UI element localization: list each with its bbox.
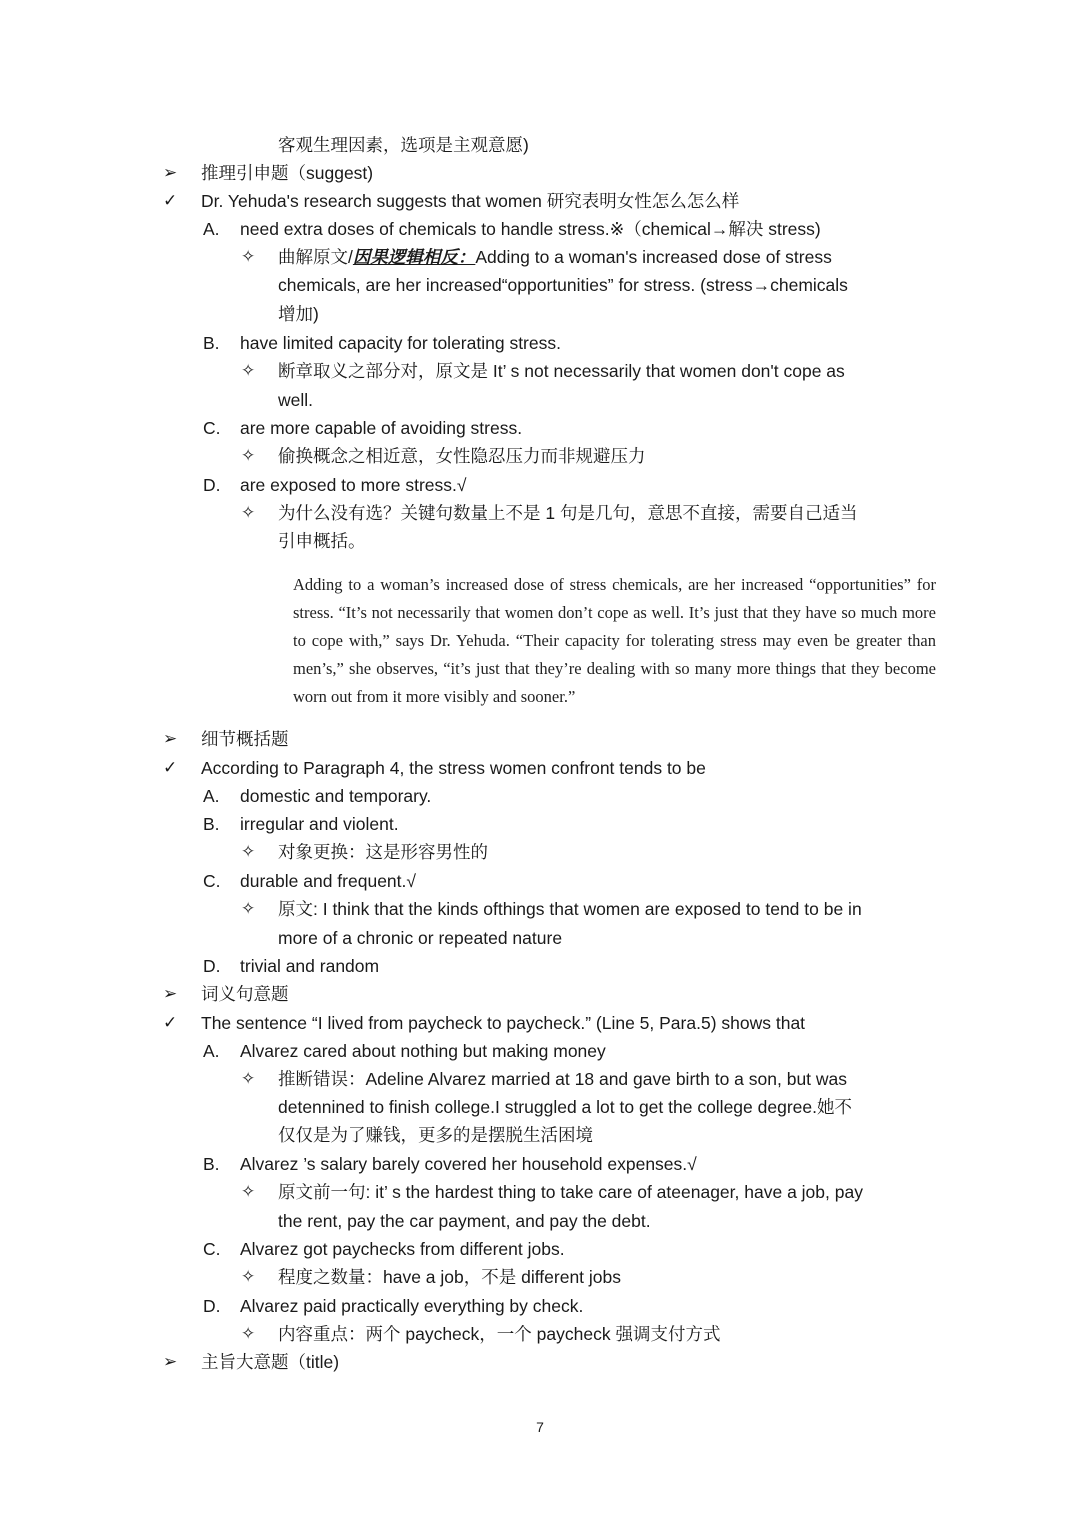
arrow-bullet-icon: ➢ xyxy=(163,163,178,182)
option-text: need extra doses of chemicals to handle stress.※（chemical→解决 stress) xyxy=(240,219,821,239)
option-letter: B. xyxy=(203,1154,220,1174)
option-text: domestic and temporary. xyxy=(240,786,432,806)
page-number: 7 xyxy=(536,1419,544,1435)
question-text: Dr. Yehuda's research suggests that women 研究表明女性怎么怎么样 xyxy=(201,191,740,211)
option-note xyxy=(278,243,832,271)
continuation-line: 客观生理因素，选项是主观意愿) xyxy=(278,135,529,155)
diamond-bullet-icon: ✧ xyxy=(241,1324,256,1343)
check-bullet-icon: ✓ xyxy=(163,758,178,777)
option-note: 为什么没有选？关键句数量上不是 1 句是几句，意思不直接，需要自己适当 xyxy=(278,503,858,523)
section-heading: 词义句意题 xyxy=(201,984,289,1004)
option-note: 原文前一句: it’ s the hardest thing to take care of ateenager, have a job, pay xyxy=(278,1182,863,1202)
option-note: 对象更换：这是形容男性的 xyxy=(278,842,488,862)
option-text: are more capable of avoiding stress. xyxy=(240,418,523,438)
option-letter: A. xyxy=(203,1041,220,1061)
note-emphasis: 因果逻辑相反： xyxy=(352,247,476,267)
option-letter: B. xyxy=(203,814,220,834)
option-letter: B. xyxy=(203,333,220,353)
option-text: Alvarez got paychecks from different jobs. xyxy=(240,1239,565,1259)
diamond-bullet-icon: ✧ xyxy=(241,899,256,918)
option-text: Alvarez cared about nothing but making money xyxy=(240,1041,606,1061)
option-letter: C. xyxy=(203,871,221,891)
diamond-bullet-icon: ✧ xyxy=(241,842,256,861)
arrow-bullet-icon: ➢ xyxy=(163,729,178,748)
check-bullet-icon: ✓ xyxy=(163,1013,178,1032)
option-note: 内容重点：两个 paycheck，一个 paycheck 强调支付方式 xyxy=(278,1324,721,1344)
option-letter: C. xyxy=(203,1239,221,1259)
option-note-line: 仅仅是为了赚钱，更多的是摆脱生活困境 xyxy=(278,1125,593,1145)
check-bullet-icon: ✓ xyxy=(163,191,178,210)
source-passage-excerpt: Adding to a woman’s increased dose of stress chemicals, are her increased “opportunities” for stress. “It’s not necessarily that women don’t cope as well. It’s just that they have so much more to cope with,” says Dr. Yehuda. “Their capacity for tolerating stress may even be greater than men’s,” she observes, “it’s just that they’re dealing with so many more things that they become worn out from it more visibly and sooner.” xyxy=(293,575,936,706)
option-letter: C. xyxy=(203,418,221,438)
option-note: 原文: I think that the kinds ofthings that women are exposed to tend to be in xyxy=(278,899,862,919)
diamond-bullet-icon: ✧ xyxy=(241,446,256,465)
option-letter: A. xyxy=(203,786,220,806)
arrow-bullet-icon: ➢ xyxy=(163,1352,178,1371)
question-text: The sentence “I lived from paycheck to paycheck.” (Line 5, Para.5) shows that xyxy=(201,1013,806,1033)
option-note-line: 引申概括。 xyxy=(278,531,366,551)
diamond-bullet-icon: ✧ xyxy=(241,361,256,380)
option-note: 偷换概念之相近意，女性隐忍压力而非规避压力 xyxy=(278,446,646,466)
option-note: 断章取义之部分对，原文是 It’ s not necessarily that women don't cope as xyxy=(278,361,845,381)
option-letter: D. xyxy=(203,475,221,495)
option-note-line: well. xyxy=(278,390,314,410)
option-note: 程度之数量：have a job，不是 different jobs xyxy=(278,1267,622,1287)
note-prefix: 曲解原文/ xyxy=(278,247,353,267)
arrow-bullet-icon: ➢ xyxy=(163,984,178,1003)
section-heading: 细节概括题 xyxy=(201,729,289,749)
option-letter: D. xyxy=(203,956,221,976)
diamond-bullet-icon: ✧ xyxy=(241,1267,256,1286)
diamond-bullet-icon: ✧ xyxy=(241,1069,256,1088)
option-note-line: the rent, pay the car payment, and pay the debt. xyxy=(278,1211,651,1231)
option-text: trivial and random xyxy=(240,956,380,976)
option-text: durable and frequent.√ xyxy=(240,871,416,891)
option-text: have limited capacity for tolerating stress. xyxy=(240,333,561,353)
question-text: According to Paragraph 4, the stress women confront tends to be xyxy=(201,758,706,778)
option-note-line: more of a chronic or repeated nature xyxy=(278,928,563,948)
option-text: are exposed to more stress.√ xyxy=(240,475,467,495)
note-rest: Adding to a woman's increased dose of stress xyxy=(475,247,832,267)
option-letter: A. xyxy=(203,219,220,239)
option-text: Alvarez paid practically everything by check. xyxy=(240,1296,584,1316)
diamond-bullet-icon: ✧ xyxy=(241,1182,256,1201)
option-note-line: 增加) xyxy=(278,304,319,324)
option-text: irregular and violent. xyxy=(240,814,399,834)
option-note-line: chemicals, are her increased“opportunities” for stress. (stress→chemicals xyxy=(278,275,848,295)
option-note: 推断错误：Adeline Alvarez married at 18 and gave birth to a son, but was xyxy=(278,1069,848,1089)
option-text: Alvarez ’s salary barely covered her household expenses.√ xyxy=(240,1154,697,1174)
diamond-bullet-icon: ✧ xyxy=(241,247,256,266)
option-letter: D. xyxy=(203,1296,221,1316)
option-note-line: detennined to finish college.I struggled a lot to get the college degree.她不 xyxy=(278,1097,852,1117)
section-heading: 主旨大意题（title) xyxy=(201,1352,340,1372)
diamond-bullet-icon: ✧ xyxy=(241,503,256,522)
section-heading: 推理引申题（suggest) xyxy=(201,163,374,183)
